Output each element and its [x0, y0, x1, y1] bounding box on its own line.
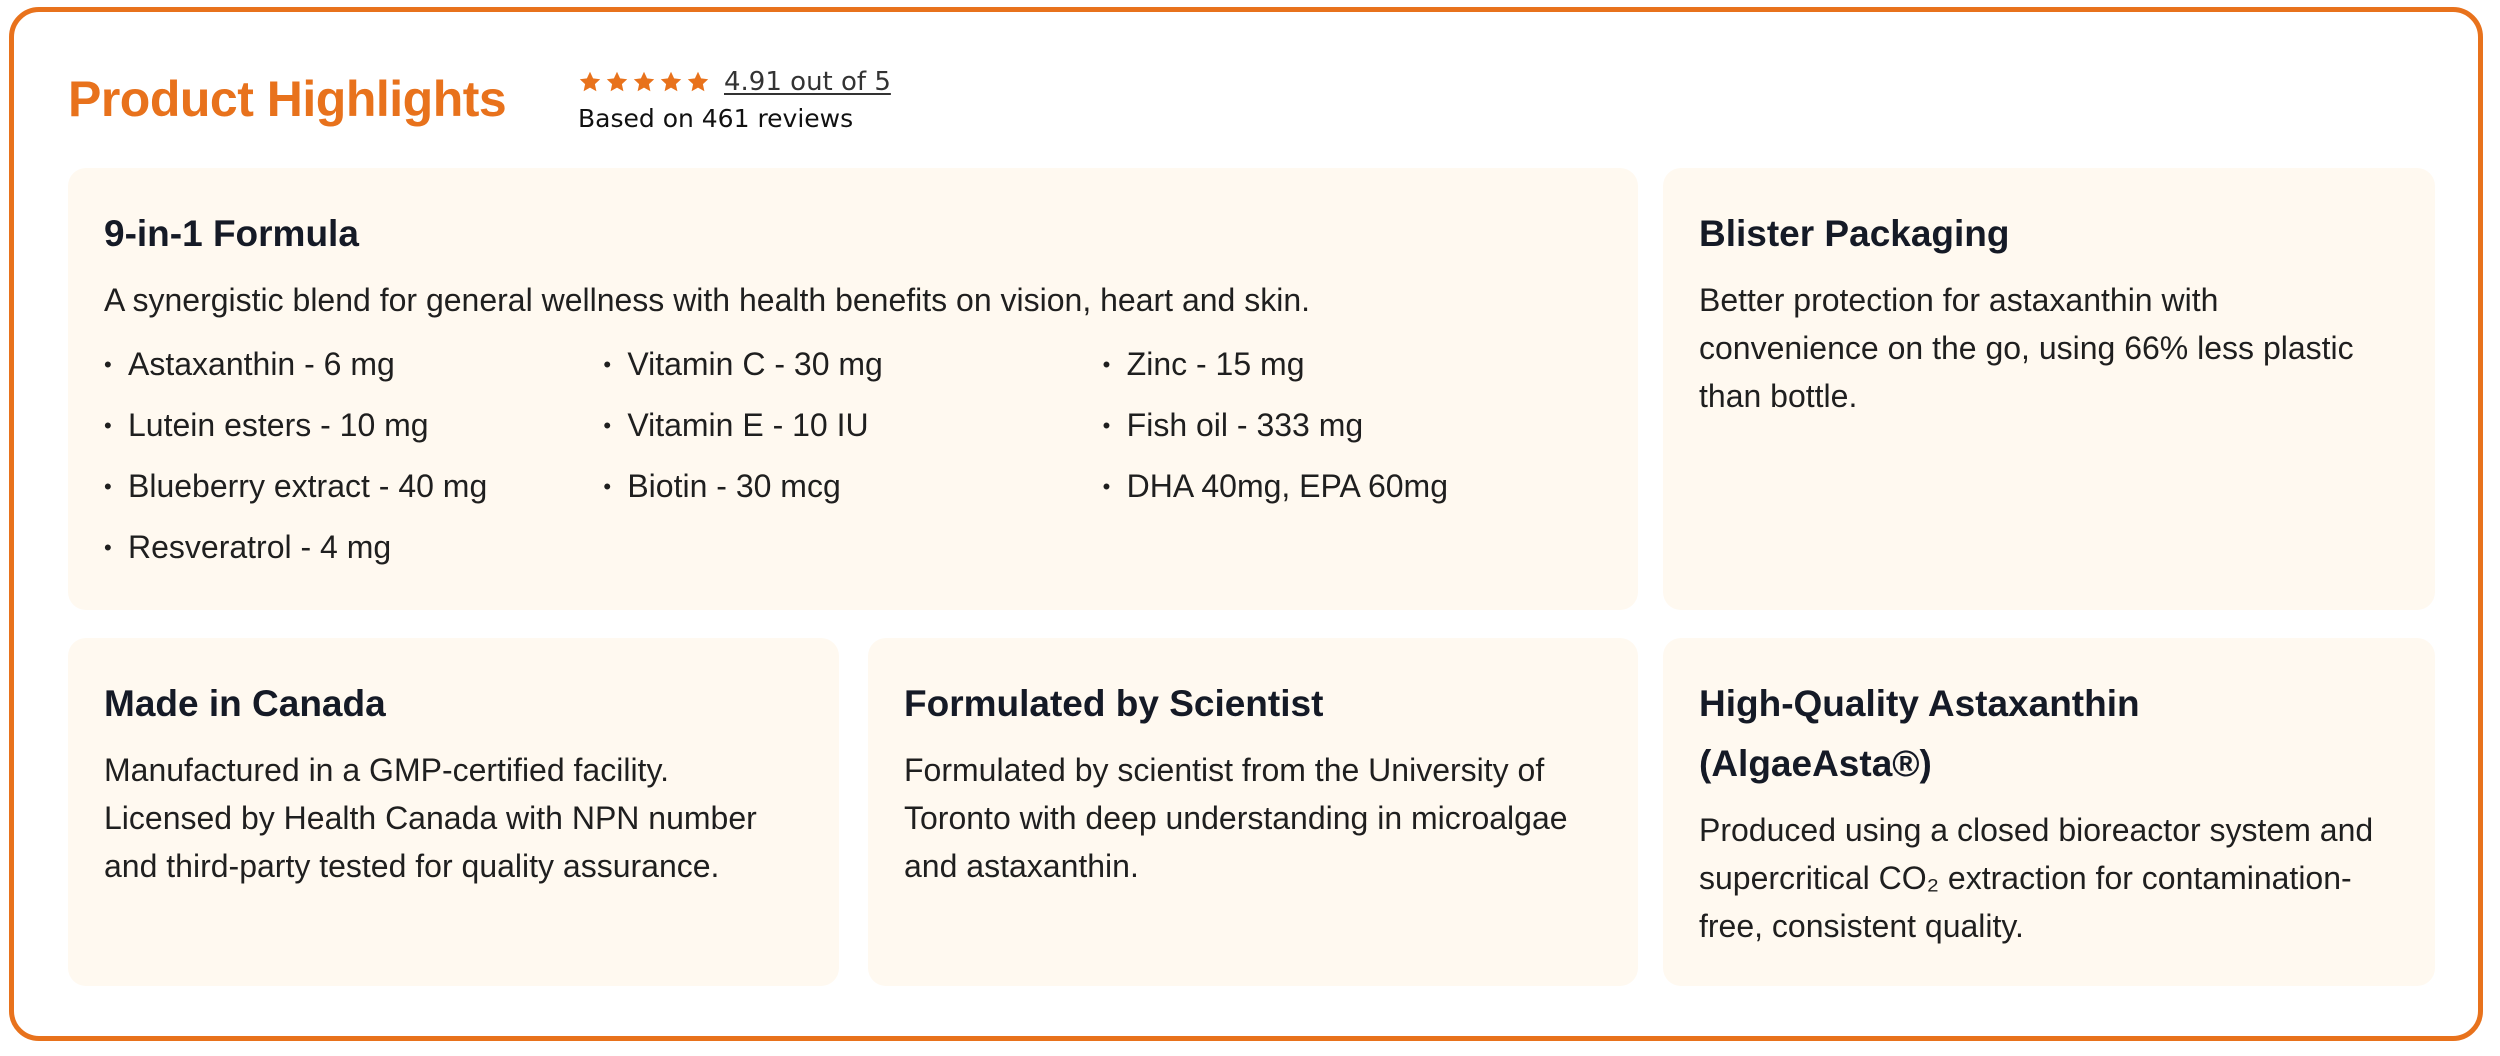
- rating-score-link[interactable]: 4.91 out of 5: [724, 67, 891, 97]
- rating-summary: [578, 64, 891, 133]
- ingredient-list: [104, 334, 1602, 578]
- card-canada-description: Manufactured in a GMP-certified facility. Licensed by Health Canada with NPN number and third-party tested for quality assurance.: [104, 752, 757, 884]
- star-icon: [686, 70, 710, 94]
- card-formula-description: A synergistic blend for general wellness with health benefits on vision, heart and skin.: [104, 282, 1311, 318]
- star-icon: [659, 70, 683, 94]
- ingredient-item: • Vitamin C - 30 mg: [603, 334, 1102, 395]
- card-scientist: [868, 638, 1638, 986]
- ingredient-item: • Blueberry extract - 40 mg: [104, 456, 603, 517]
- ingredient-item: • Zinc - 15 mg: [1103, 334, 1602, 395]
- section-title: Product Highlights: [68, 71, 507, 127]
- card-astaxanthin-title-line2: (AlgaeAsta®): [1699, 743, 1932, 784]
- ingredient-item: • Biotin - 30 mcg: [603, 456, 1102, 517]
- ingredient-item: • Vitamin E - 10 IU: [603, 395, 1102, 456]
- ingredient-item: • DHA 40mg, EPA 60mg: [1103, 456, 1602, 517]
- ingredient-item: • Lutein esters - 10 mg: [104, 395, 603, 456]
- card-scientist-description: Formulated by scientist from the University of Toronto with deep understanding in microalgae and astaxanthin.: [904, 752, 1568, 884]
- card-astaxanthin: [1663, 638, 2435, 986]
- ingredient-item: • Astaxanthin - 6 mg: [104, 334, 603, 395]
- ingredient-column-3: [1103, 334, 1602, 578]
- ingredient-item: • Resveratrol - 4 mg: [104, 517, 603, 578]
- ingredient-item: • Fish oil - 333 mg: [1103, 395, 1602, 456]
- card-formula-title: 9-in-1 Formula: [104, 213, 359, 254]
- card-canada-title: Made in Canada: [104, 683, 386, 724]
- ingredient-column-2: [603, 334, 1102, 578]
- card-packaging-title: Blister Packaging: [1699, 213, 2010, 254]
- star-icon: [632, 70, 656, 94]
- star-rating: [578, 70, 710, 94]
- rating-row: [578, 64, 891, 100]
- card-formula: [68, 168, 1638, 610]
- card-astaxanthin-title-line1: High-Quality Astaxanthin: [1699, 683, 2140, 724]
- card-astaxanthin-description: Produced using a closed bioreactor system and supercritical CO₂ extraction for contamination-free, consistent quality.: [1699, 812, 2374, 944]
- card-astaxanthin-title: [1699, 674, 2399, 794]
- review-count: Based on 461 reviews: [578, 104, 854, 133]
- card-packaging: [1663, 168, 2435, 610]
- ingredient-column-1: [104, 334, 603, 578]
- card-packaging-description: Better protection for astaxanthin with convenience on the go, using 66% less plastic than bottle.: [1699, 282, 2354, 414]
- star-icon: [605, 70, 629, 94]
- card-made-in-canada: [68, 638, 839, 986]
- card-scientist-title: Formulated by Scientist: [904, 683, 1324, 724]
- star-icon: [578, 70, 602, 94]
